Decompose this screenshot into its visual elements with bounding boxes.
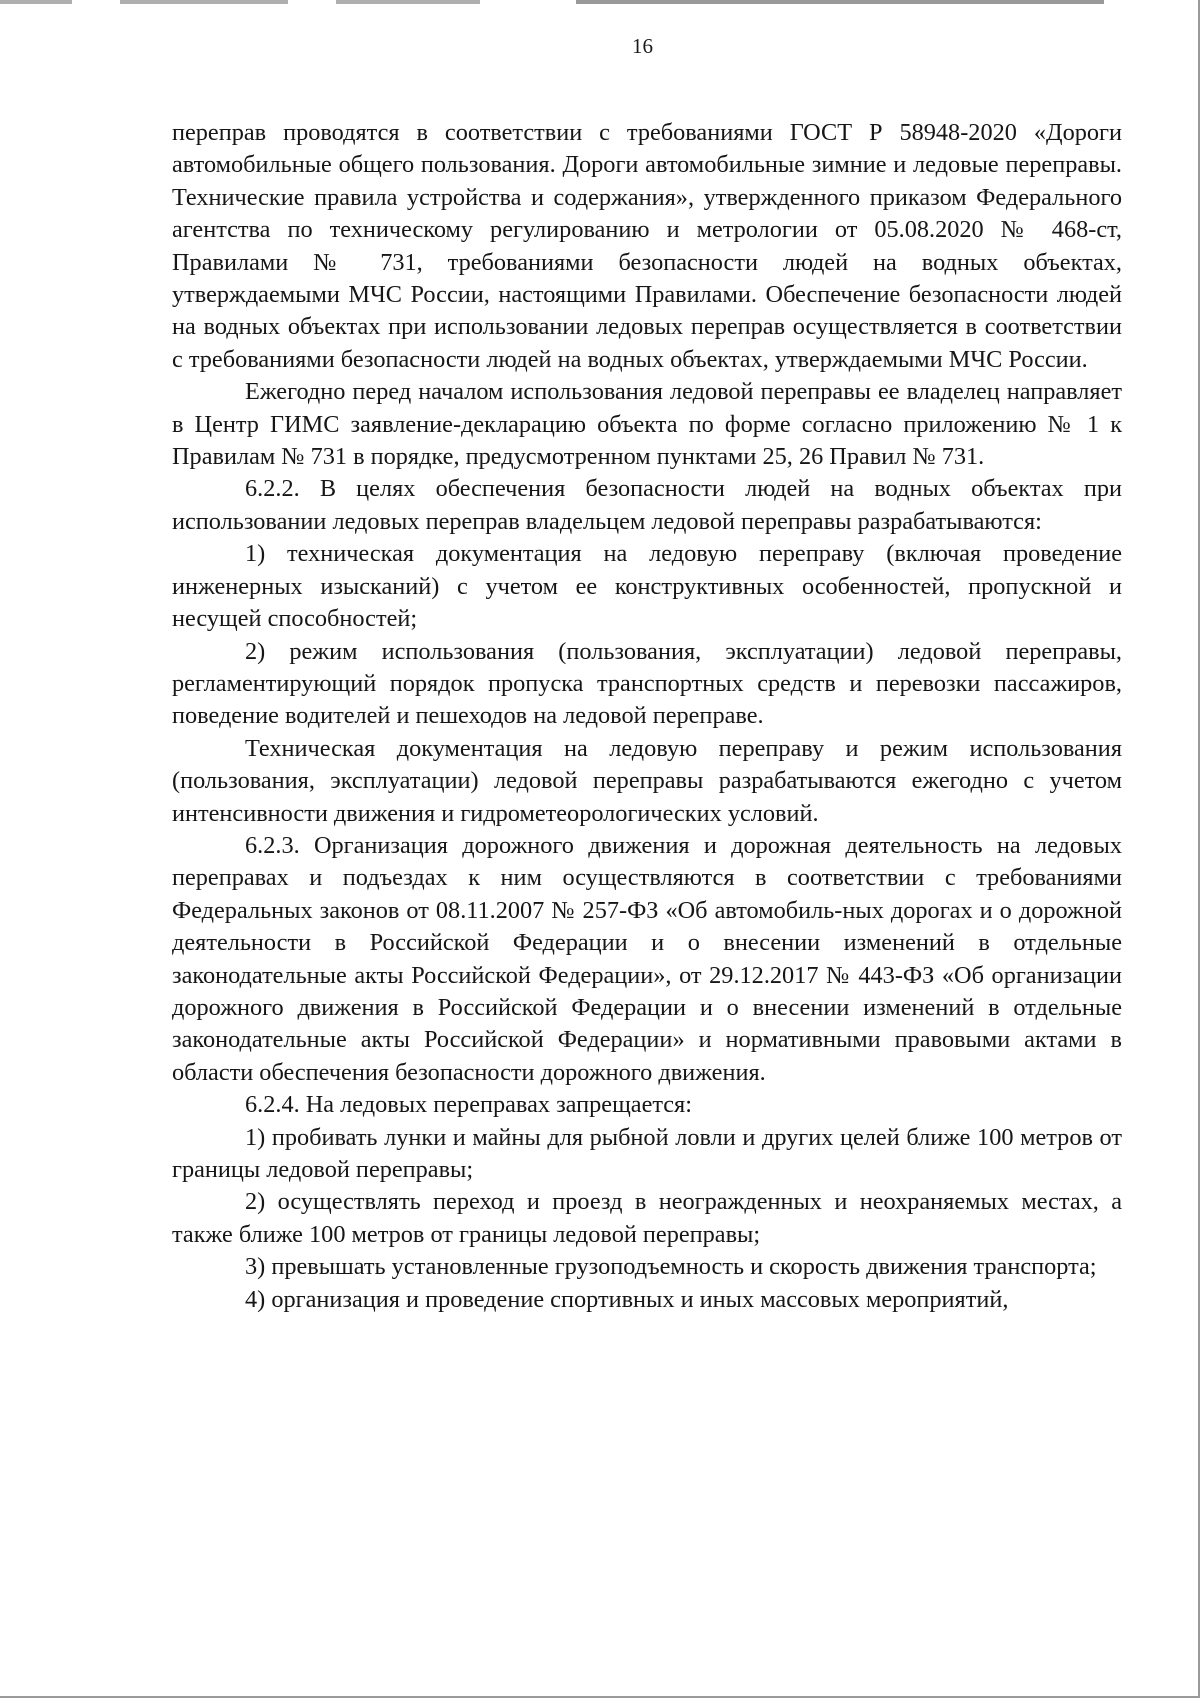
scan-edge-artifact (0, 0, 1200, 4)
paragraph-6-2-3: 6.2.3. Организация дорожного движения и дорожная деятельность на ледовых переправах и подъездах к ним осуществляются в соответствии с требованиями Федеральных законов от 08.11.2007 № 257-ФЗ «Об автомобиль-ных дорогах и о дорожной деятельности в Российской Федерации и о внесении изменений в отдельные законодательные акты Российской Федерации», от 29.12.2017 № 443-ФЗ «Об организации дорожного движения в Российской Федерации и о внесении изменений в отдельные законодательные акты Российской Федерации» и нормативными правовыми актами в области обеспечения безопасности дорожного движения. (172, 831, 1122, 1086)
paragraph-declaration: Ежегодно перед началом использования ледовой переправы ее владелец направляет в Центр ГИМС заявление-декларацию объекта по форме согласно приложению № 1 к Правилам № 731 в порядке, предусмотренном пунктами 25, 26 Правил № 731. (172, 378, 1122, 471)
list-item-6-2-2-2: 2) режим использования (пользования, эксплуатации) ледовой переправы, регламентирующий порядок пропуска транспортных средств и перевозки пассажиров, поведение водителей и пешеходов на ледовой переправе. (172, 637, 1122, 730)
page-number: 16 (632, 34, 653, 58)
document-body (172, 117, 1122, 1316)
paragraph-technical-docs: Техническая документация на ледовую переправу и режим использования (пользования, эксплуатации) ледовой переправы разрабатываются ежегодно с учетом интенсивности движения и гидрометеорологических условий. (172, 734, 1122, 827)
paragraph-6-2-2: 6.2.2. В целях обеспечения безопасности людей на водных объектах при использовании ледовых переправ владельцем ледовой переправы разрабатываются: (172, 475, 1122, 535)
paragraph-continuation: переправ проводятся в соответствии с требованиями ГОСТ Р 58948-2020 «Дороги автомобильные общего пользования. Дороги автомобильные зимние и ледовые переправы. Технические правила устройства и содержания», утвержденного приказом Федерального агентства по техническому регулированию и метрологии от 05.08.2020 № 468-ст, Правилами № 731, требованиями безопасности людей на водных объектах, утверждаемыми МЧС России, настоящими Правилами. Обеспечение безопасности людей на водных объектах при использовании ледовых переправ осуществляется в соответствии с требованиями безопасности людей на водных объектах, утверждаемыми МЧС России. (172, 119, 1122, 373)
list-item-6-2-4-1: 1) пробивать лунки и майны для рыбной ловли и других целей ближе 100 метров от границы ледовой переправы; (172, 1123, 1122, 1183)
list-item-6-2-4-4: 4) организация и проведение спортивных и иных массовых мероприятий, (245, 1285, 1009, 1313)
list-item-6-2-4-2: 2) осуществлять переход и проезд в неогражденных и неохраняемых местах, а также ближе 100 метров от границы ледовой переправы; (172, 1188, 1122, 1248)
list-item-6-2-2-1: 1) техническая документация на ледовую переправу (включая проведение инженерных изысканий) с учетом ее конструктивных особенностей, пропускной и несущей способностей; (172, 540, 1122, 633)
list-item-6-2-4-3: 3) превышать установленные грузоподъемность и скорость движения транспорта; (245, 1253, 1097, 1281)
paragraph-6-2-4: 6.2.4. На ледовых переправах запрещается: (245, 1091, 692, 1119)
